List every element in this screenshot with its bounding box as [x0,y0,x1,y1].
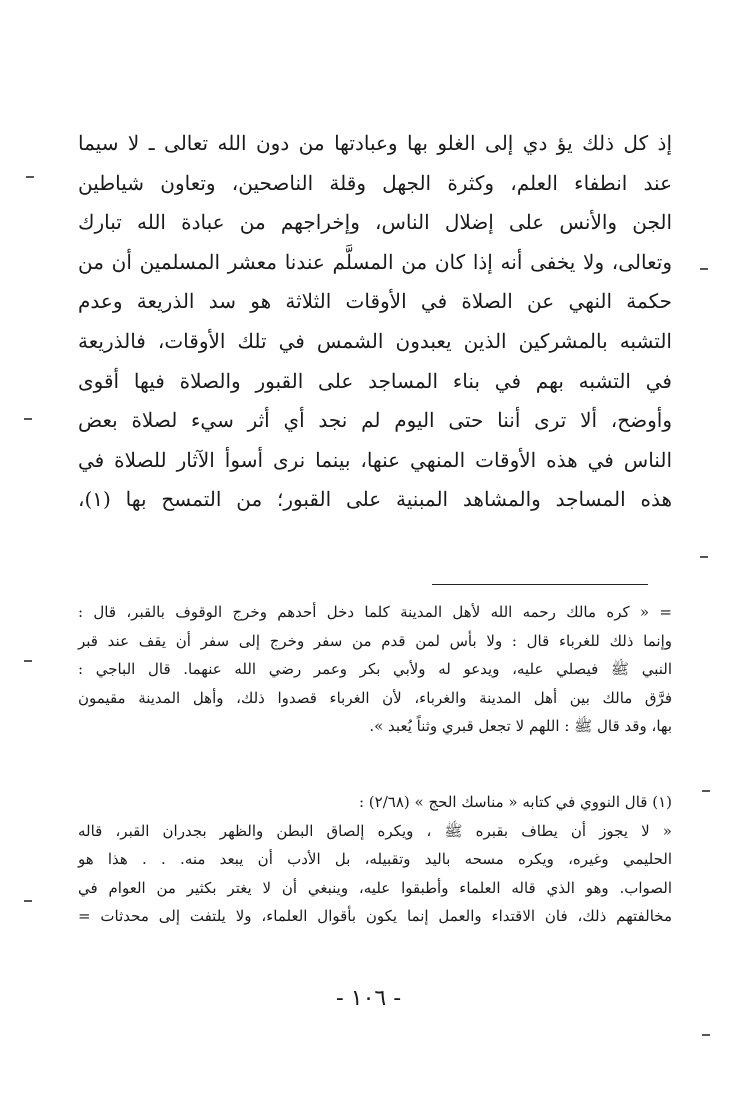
page-number: - ١٠٦ - [335,986,402,1011]
main-text-line: التشبه بالمشركين الذين يعبدون الشمس في تلك الأوقات، فالذريعة [78,328,672,353]
main-text-block [78,124,672,520]
main-text-line: هذه المساجد والمشاهد المبنية على القبور؛ من التمسح بها (١)، [78,487,672,512]
main-text-line: عند انطفاء العلم، وكثرة الجهل وقلة الناصحين، وتعاون شياطين [78,170,672,195]
footnote-line: فرَّق مالك بين أهل المدينة والغرباء، لأن الغرباء قصدوا ذلك، وأهل المدينة مقيمون [78,688,672,707]
footnote-line: الحليمي وغيره، ويكره مسحه باليد وتقبيله، بل الأدب أن يبعد منه. . . هذا هو [78,850,672,869]
margin-mark [24,660,32,662]
footnote-1-block [78,788,672,931]
footnote-line: « لا يجوز أن يطاف بقبره ﷺ ، ويكره إلصاق البطن والظهر بجدران القبر، قاله [78,821,672,840]
margin-mark [24,900,32,902]
margin-mark [24,418,32,420]
footnote-line: مخالفتهم ذلك، فان الاقتداء والعمل إنما يكون بأقوال العلماء، ولا يلتفت إلى محدثات = [78,907,672,926]
main-text-line: الجن والأنس على إضلال الناس، وإخراجهم من عبادة الله تبارك [78,210,672,235]
footnote-line: الصواب. وهو الذي قاله العلماء وأطبقوا عليه، وينبغي أن لا يغتر بكثير من العوام في [78,878,672,897]
margin-mark [700,556,708,558]
margin-mark [702,790,710,792]
footnote-continued-block [78,598,672,741]
margin-mark [702,1034,710,1036]
main-text-line: الناس في هذه الأوقات المنهي عنها، بينما نرى أسوأ الآثار للصلاة في [78,447,672,472]
margin-mark [700,268,708,270]
main-text-line: حكمة النهي عن الصلاة في الأوقات الثلاثة هو سد الذريعة وعدم [78,289,672,314]
footnote-heading: (١) قال النووي في كتابه « مناسك الحج » (٢/٦٨) : [358,793,672,811]
footnote-separator [432,584,648,585]
main-text-line: في التشبه بهم في بناء المساجد على القبور والصلاة فيها أقوى [78,368,672,393]
main-text-line: وتعالى، ولا يخفى أنه إذا كان من المسلَّم عندنا معشر المسلمين أن من [78,249,672,274]
footnote-line: بها، وقد قال ﷺ : اللهم لا تجعل قبري وثناً يُعبد ». [369,717,672,736]
main-text-line: إذ كل ذلك يؤ دي إلى الغلو بها وعبادتها من دون الله تعالى ـ لا سيما [78,131,672,155]
margin-mark [26,176,34,178]
footnote-line: = « كره مالك رحمه الله لأهل المدينة كلما دخل أحدهم وخرج الوقوف بالقبر، قال : [78,603,672,621]
footnote-line: وإنما ذلك للغرباء قال : ولا بأس لمن قدم من سفر وخرج إلى سفر أن يقف عند قبر [78,631,672,650]
footnote-line: النبي ﷺ فيصلي عليه، ويدعو له ولأبي بكر وعمر رضي الله عنهما. قال الباجي : [78,660,672,679]
main-text-line: وأوضح، ألا ترى أننا حتى اليوم لم نجد أي أثر سيء لصلاة بعض [78,408,672,433]
